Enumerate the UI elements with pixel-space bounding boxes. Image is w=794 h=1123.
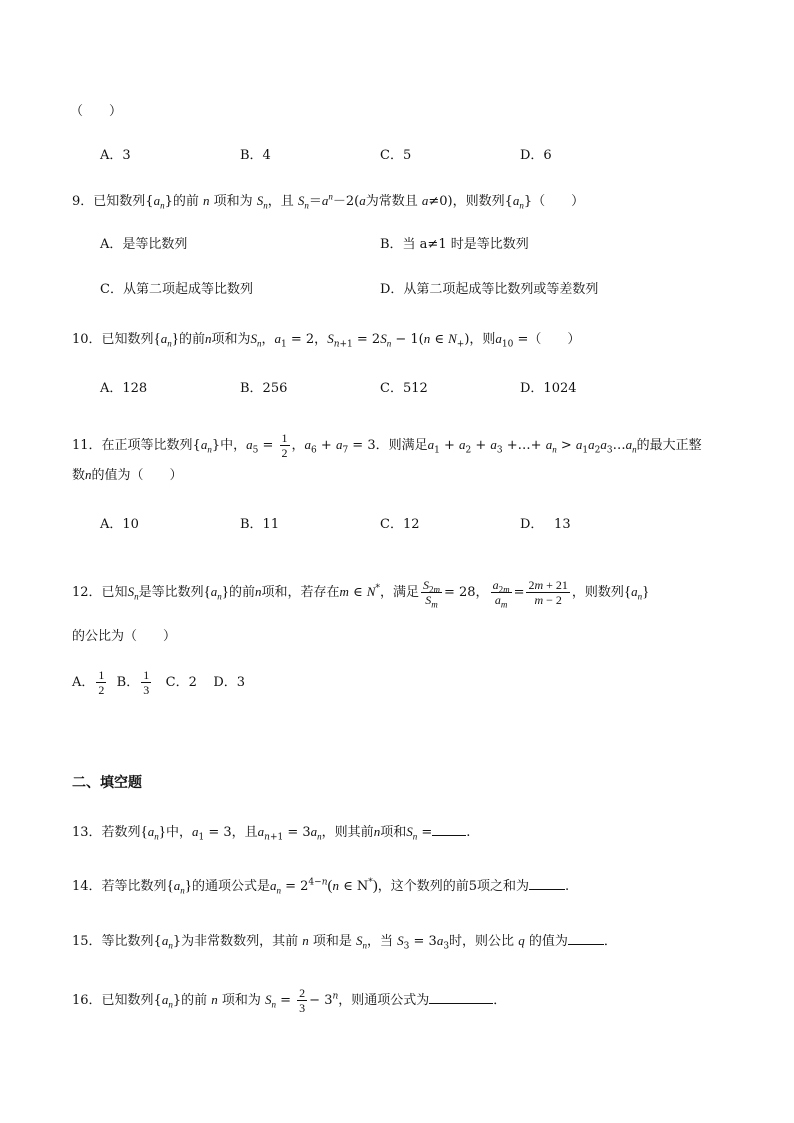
q8-option-b: B．4 bbox=[240, 148, 271, 163]
question-number: 15． bbox=[72, 934, 102, 949]
q8-option-c: C．5 bbox=[380, 148, 412, 163]
question-number: 9． bbox=[72, 194, 94, 209]
q10-option-d: D．1024 bbox=[520, 381, 577, 396]
q11-option-c: C．12 bbox=[380, 517, 420, 532]
answer-blank[interactable] bbox=[568, 932, 604, 945]
question-number: 11． bbox=[72, 438, 102, 453]
question-number: 14． bbox=[72, 879, 102, 894]
question-number: 12． bbox=[72, 585, 102, 600]
q12-option-c: C．2 bbox=[165, 675, 197, 690]
question-number: 13． bbox=[72, 825, 102, 840]
question-16: 16．已知数列$\{a_n\}$的前 n 项和为 $S_n$ = $\frac{2}{3}$ − $3^n$，则通项公式为 ． bbox=[72, 986, 507, 1015]
q9-option-b: B．当 a≠1 时是等比数列 bbox=[380, 237, 529, 252]
q10-option-c: C．512 bbox=[380, 381, 428, 396]
section-title: 二、填空题 bbox=[72, 775, 142, 791]
q11-option-d: D． 13 bbox=[520, 517, 571, 532]
question-number: 16． bbox=[72, 993, 102, 1008]
question-15: 15．等比数列$\{a_n\}$为非常数数列，其前 n 项和是 $S_n$，当 $S_3 = 3a_3$时，则公比 q 的值为 ． bbox=[72, 933, 617, 952]
q11-option-a: A．10 bbox=[100, 517, 139, 532]
q9-option-c: C．从第二项起成等比数列 bbox=[100, 282, 253, 297]
q10-option-b: B．256 bbox=[240, 381, 288, 396]
answer-blank[interactable] bbox=[429, 991, 493, 1004]
q12-option-a: A． $\frac{1}{2}$ bbox=[72, 668, 105, 697]
question-9: 9．已知数列$\{a_n\}$的前 n 项和为 $S_n$，且 $S_n=a^n-2(a$为常数且 a≠0)，则数列$\{a_n\}$（ ） bbox=[72, 191, 585, 211]
q8-option-a: A．3 bbox=[100, 148, 131, 163]
q12-option-d: D．3 bbox=[213, 675, 246, 690]
question-14: 14．若等比数列$\{a_n\}$的通项公式是$a_n = 2^{4-n}(n$ ∈ N*)，这个数列的前5项之和为 . bbox=[72, 877, 570, 896]
q10-option-a: A．128 bbox=[100, 381, 148, 396]
answer-paren: （ ） bbox=[70, 104, 123, 119]
q12-option-b: B． $\frac{1}{3}$ bbox=[116, 668, 150, 697]
question-13: 13．若数列$\{a_n\}$中，$a_1 = 3$，且$a_{n+1} = 3a_n$，则其前n项和$S_n$ = . bbox=[72, 824, 471, 843]
question-11-cont: 数n的值为（ ） bbox=[72, 467, 183, 483]
q12-options bbox=[72, 668, 245, 698]
question-10: 10．已知数列$\{a_n\}$的前n项和为$S_n$，$a_1 = 2$，$S_{n+1} = 2S_n - 1(n$ ∈ $N_+$)，则$a_{10}$ =（ ） bbox=[72, 331, 581, 350]
q9-option-d: D．从第二项起成等比数列或等差数列 bbox=[380, 282, 599, 297]
question-12-cont: 的公比为（ ） bbox=[72, 629, 177, 644]
q11-option-b: B．11 bbox=[240, 517, 280, 532]
q9-option-a: A．是等比数列 bbox=[100, 237, 188, 252]
question-12: 12．已知$S_n$是等比数列$\{a_n\}$的前n项和，若存在m ∈ N*，满足 $\frac{S_{2m}}{S_m}$ = 28， $\frac{a_{2m}}{a_m}$ = $\frac{2m + 21}{m - 2}$ ，则数列$\{a_n\}$ bbox=[72, 578, 650, 610]
question-11: 11．在正项等比数列$\{a_n\}$中，$a_5$ = $\frac{1}{2}$ ，$a_6 + a_7 = 3$．则满足$a_1 + a_2 + a_3$ +…+ $a_n$ > $a_1a_2a_3\dots a_n$的最大正整 bbox=[72, 431, 702, 460]
question-number: 10． bbox=[72, 332, 102, 347]
answer-blank[interactable] bbox=[529, 877, 565, 890]
answer-blank[interactable] bbox=[432, 823, 466, 836]
q8-option-d: D．6 bbox=[520, 148, 552, 163]
